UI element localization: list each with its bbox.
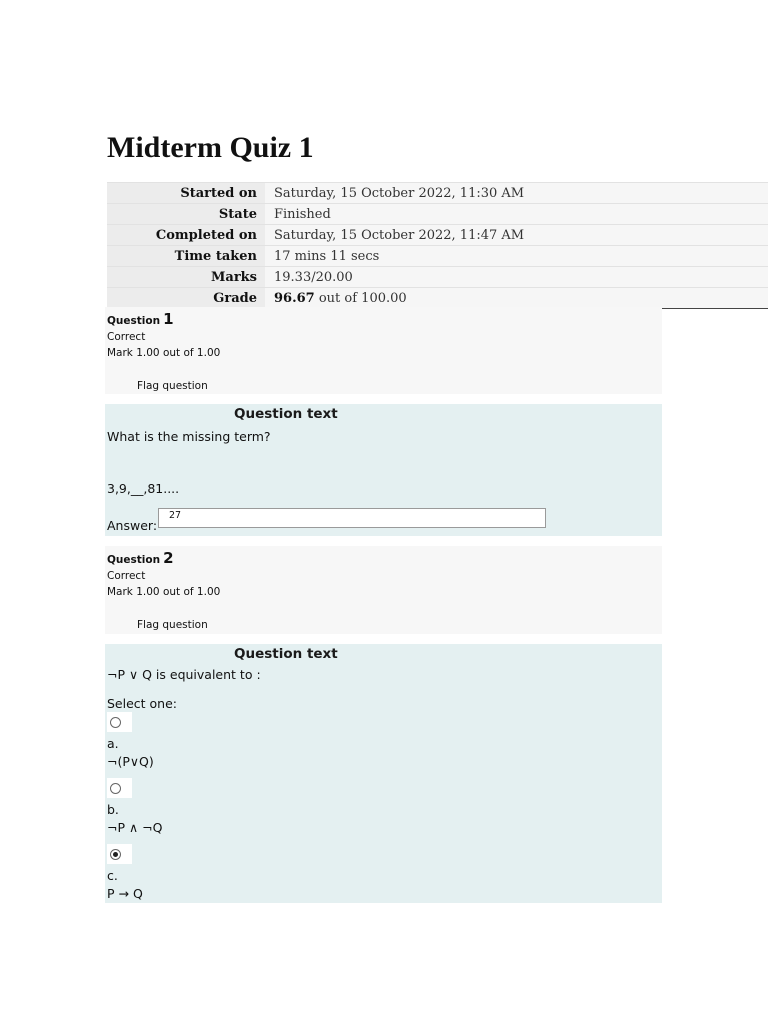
question-number-value: 2	[163, 549, 174, 567]
question-number	[107, 310, 174, 328]
question-prefix: Question	[107, 315, 161, 327]
option-a-letter: a.	[107, 736, 119, 751]
summary-value: 17 mins 11 secs	[265, 246, 768, 267]
summary-label: Started on	[107, 183, 265, 204]
summary-label: Marks	[107, 267, 265, 288]
grade-value: 96.67	[274, 290, 315, 306]
question-2-content	[105, 644, 662, 903]
question-text-heading: Question text	[234, 406, 338, 422]
question-1-content	[105, 404, 662, 536]
radio-unchecked-icon	[110, 783, 121, 794]
attempt-summary-table	[107, 182, 768, 309]
question-number-value: 1	[163, 310, 174, 328]
question-number	[107, 549, 174, 567]
question-state: Correct	[107, 331, 146, 343]
option-c-radio[interactable]	[107, 844, 132, 864]
question-state: Correct	[107, 570, 146, 582]
question-grade: Mark 1.00 out of 1.00	[107, 586, 221, 598]
option-a-radio[interactable]	[107, 712, 132, 732]
summary-row-started	[107, 183, 768, 204]
select-one-label: Select one:	[107, 696, 178, 711]
page-title: Midterm Quiz 1	[107, 131, 314, 164]
option-b-text: ¬P ∧ ¬Q	[107, 820, 163, 835]
summary-value	[265, 288, 768, 309]
answer-label: Answer:	[107, 518, 158, 533]
summary-row-marks	[107, 267, 768, 288]
summary-row-grade	[107, 288, 768, 309]
option-c-letter: c.	[107, 868, 118, 883]
summary-label: Grade	[107, 288, 265, 309]
grade-suffix: out of 100.00	[314, 290, 407, 306]
answer-input[interactable]: 27	[158, 508, 546, 528]
radio-checked-icon	[110, 849, 121, 860]
summary-label: Time taken	[107, 246, 265, 267]
question-sequence: 3,9,__,81....	[107, 481, 180, 496]
radio-unchecked-icon	[110, 717, 121, 728]
flag-question-link[interactable]: Flag question	[137, 619, 208, 631]
question-1-info	[105, 307, 662, 394]
summary-value: Saturday, 15 October 2022, 11:30 AM	[265, 183, 768, 204]
question-grade: Mark 1.00 out of 1.00	[107, 347, 221, 359]
radio-dot	[113, 852, 118, 857]
summary-label: Completed on	[107, 225, 265, 246]
summary-value: Finished	[265, 204, 768, 225]
summary-row-completed	[107, 225, 768, 246]
summary-row-time-taken	[107, 246, 768, 267]
question-prompt: What is the missing term?	[107, 429, 271, 444]
summary-row-state	[107, 204, 768, 225]
summary-label: State	[107, 204, 265, 225]
question-2-info	[105, 546, 662, 634]
question-text-heading: Question text	[234, 646, 338, 662]
option-c-text: P → Q	[107, 886, 143, 901]
flag-question-link[interactable]: Flag question	[137, 380, 208, 392]
option-a-text: ¬(P∨Q)	[107, 754, 154, 769]
summary-value: 19.33/20.00	[265, 267, 768, 288]
option-b-radio[interactable]	[107, 778, 132, 798]
question-prompt: ¬P ∨ Q is equivalent to :	[107, 667, 261, 682]
question-prefix: Question	[107, 554, 161, 566]
option-b-letter: b.	[107, 802, 119, 817]
summary-value: Saturday, 15 October 2022, 11:47 AM	[265, 225, 768, 246]
